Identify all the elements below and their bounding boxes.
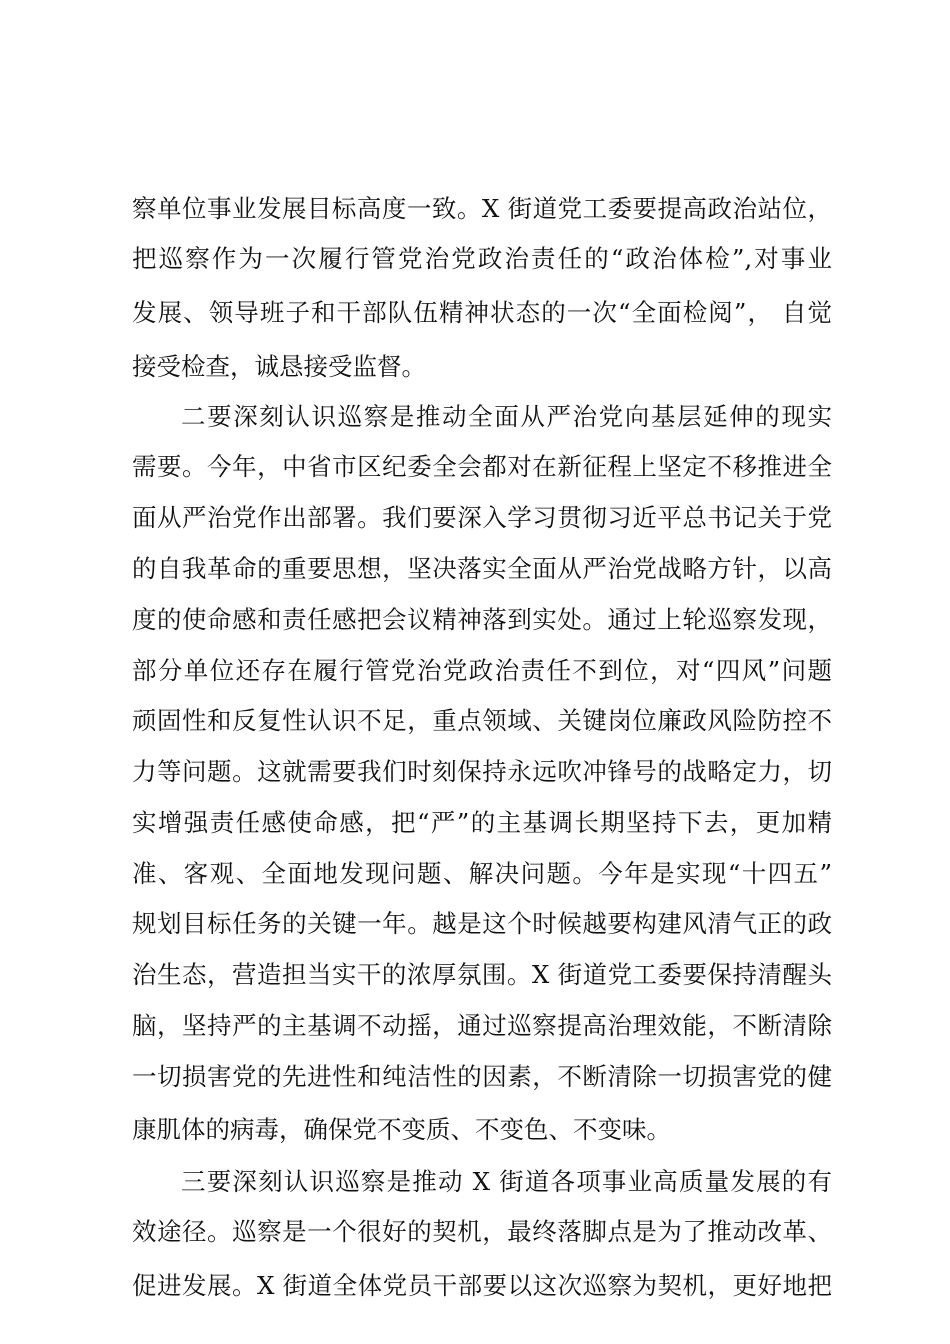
text-line: 部分单位还存在履行管党治党政治责任不到位，对“四风”问题 <box>132 656 832 685</box>
text-line: 准、客观、全面地发现问题、解决问题。今年是实现“十四五” <box>132 859 832 888</box>
text-line: 面从严治党作出部署。我们要深入学习贯彻习近平总书记关于党 <box>132 503 832 532</box>
text-line: 治生态，营造担当实干的浓厚氛围。X 街道党工委要保持清醒头 <box>132 960 832 989</box>
text-line: 需要。今年，中省市区纪委全会都对在新征程上坚定不移推进全 <box>132 452 832 481</box>
text-line: 顽固性和反复性认识不足，重点领域、关键岗位廉政风险防控不 <box>132 706 832 735</box>
text-line: 的自我革命的重要思想，坚决落实全面从严治党战略方针，以高 <box>132 554 832 583</box>
text-line: 力等问题。这就需要我们时刻保持永远吹冲锋号的战略定力，切 <box>132 757 832 786</box>
text-line: 一切损害党的先进性和纯洁性的因素，不断清除一切损害党的健 <box>132 1062 832 1091</box>
text-line: 促进发展。X 街道全体党员干部要以这次巡察为契机，更好地把 <box>132 1271 832 1300</box>
text-line: 察单位事业发展目标高度一致。X 街道党工委要提高政治站位， <box>132 194 832 223</box>
text-line: 发展、领导班子和干部队伍精神状态的一次“全面检阅”， 自觉 <box>132 298 832 327</box>
text-line: 效途径。巡察是一个很好的契机，最终落脚点是为了推动改革、 <box>132 1217 832 1246</box>
text-line: 脑，坚持严的主基调不动摇，通过巡察提高治理效能，不断清除 <box>132 1011 832 1040</box>
paragraph-start-line: 二要深刻认识巡察是推动全面从严治党向基层延伸的现实 <box>181 402 832 431</box>
paragraph-start-line: 三要深刻认识巡察是推动 X 街道各项事业高质量发展的有 <box>181 1167 832 1196</box>
text-line: 实增强责任感使命感，把“严”的主基调长期坚持下去，更加精 <box>132 808 832 837</box>
text-line: 康肌体的病毒，确保党不变质、不变色、不变味。 <box>132 1115 671 1144</box>
text-line: 度的使命感和责任感把会议精神落到实处。通过上轮巡察发现， <box>132 605 832 634</box>
text-line: 把巡察作为一次履行管党治党政治责任的“政治体检”,对事业 <box>132 244 832 273</box>
text-line: 规划目标任务的关键一年。越是这个时候越要构建风清气正的政 <box>132 909 832 938</box>
text-line: 接受检查，诚恳接受监督。 <box>132 352 426 381</box>
